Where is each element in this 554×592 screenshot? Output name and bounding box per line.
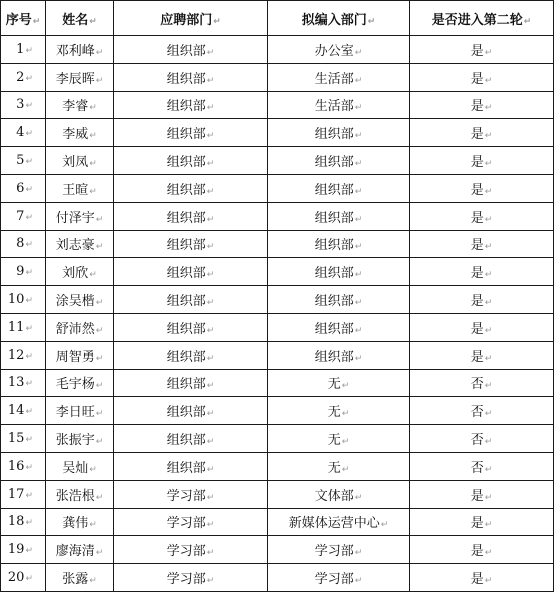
cell-index: 19↵	[1, 536, 46, 564]
cell-assigned-dept: 组织部↵	[268, 341, 410, 369]
table-row	[1, 230, 554, 258]
cell-index: 2↵	[1, 63, 46, 91]
table-row	[1, 63, 554, 91]
header-row	[1, 1, 554, 36]
cell-applied-dept: 学习部↵	[114, 508, 268, 536]
cell-assigned-dept: 生活部↵	[268, 63, 410, 91]
table-row	[1, 508, 554, 536]
cell-second-round: 否↵	[410, 369, 554, 397]
cell-applied-dept: 组织部↵	[114, 341, 268, 369]
cell-name: 李日旺↵	[46, 397, 114, 425]
cell-applied-dept: 组织部↵	[114, 397, 268, 425]
cell-assigned-dept: 组织部↵	[268, 202, 410, 230]
table-row	[1, 119, 554, 147]
cell-assigned-dept: 组织部↵	[268, 313, 410, 341]
cell-name: 张浩根↵	[46, 480, 114, 508]
cell-index: 1↵	[1, 36, 46, 64]
cell-index: 6↵	[1, 174, 46, 202]
cell-index: 14↵	[1, 397, 46, 425]
cell-name: 刘志豪↵	[46, 230, 114, 258]
cell-index: 7↵	[1, 202, 46, 230]
cell-assigned-dept: 新媒体运营中心↵	[268, 508, 410, 536]
cell-applied-dept: 组织部↵	[114, 174, 268, 202]
table-body	[1, 36, 554, 592]
cell-assigned-dept: 办公室↵	[268, 36, 410, 64]
cell-name: 邓利峰↵	[46, 36, 114, 64]
cell-applied-dept: 组织部↵	[114, 286, 268, 314]
cell-name: 龚伟↵	[46, 508, 114, 536]
cell-second-round: 是↵	[410, 147, 554, 175]
cell-second-round: 是↵	[410, 313, 554, 341]
cell-name: 刘欣↵	[46, 258, 114, 286]
cell-name: 张振宇↵	[46, 425, 114, 453]
cell-assigned-dept: 生活部↵	[268, 91, 410, 119]
cell-index: 12↵	[1, 341, 46, 369]
header-cell-index: 序号↵	[1, 1, 46, 36]
table-row	[1, 425, 554, 453]
cell-assigned-dept: 无↵	[268, 452, 410, 480]
cell-name: 李睿↵	[46, 91, 114, 119]
cell-applied-dept: 组织部↵	[114, 202, 268, 230]
cell-applied-dept: 学习部↵	[114, 536, 268, 564]
cell-applied-dept: 组织部↵	[114, 147, 268, 175]
cell-applied-dept: 组织部↵	[114, 230, 268, 258]
cell-applied-dept: 组织部↵	[114, 425, 268, 453]
cell-second-round: 是↵	[410, 341, 554, 369]
cell-second-round: 是↵	[410, 36, 554, 64]
cell-second-round: 是↵	[410, 508, 554, 536]
cell-index: 18↵	[1, 508, 46, 536]
table-row	[1, 397, 554, 425]
table-row	[1, 452, 554, 480]
cell-name: 廖海清↵	[46, 536, 114, 564]
cell-applied-dept: 学习部↵	[114, 480, 268, 508]
table-row	[1, 202, 554, 230]
cell-name: 张露↵	[46, 564, 114, 592]
cell-applied-dept: 组织部↵	[114, 91, 268, 119]
cell-index: 10↵	[1, 286, 46, 314]
cell-index: 3↵	[1, 91, 46, 119]
cell-index: 16↵	[1, 452, 46, 480]
cell-assigned-dept: 无↵	[268, 425, 410, 453]
cell-second-round: 是↵	[410, 119, 554, 147]
cell-name: 毛宇杨↵	[46, 369, 114, 397]
cell-second-round: 否↵	[410, 425, 554, 453]
cell-second-round: 是↵	[410, 174, 554, 202]
cell-index: 13↵	[1, 369, 46, 397]
cell-name: 李威↵	[46, 119, 114, 147]
cell-name: 王暄↵	[46, 174, 114, 202]
cell-index: 9↵	[1, 258, 46, 286]
cell-assigned-dept: 组织部↵	[268, 174, 410, 202]
header-cell-applied-dept: 应聘部门↵	[114, 1, 268, 36]
cell-second-round: 是↵	[410, 536, 554, 564]
cell-name: 吴灿↵	[46, 452, 114, 480]
table-row	[1, 36, 554, 64]
cell-second-round: 是↵	[410, 230, 554, 258]
cell-assigned-dept: 无↵	[268, 397, 410, 425]
cell-name: 李辰晖↵	[46, 63, 114, 91]
table-row	[1, 174, 554, 202]
header-cell-second-round: 是否进入第二轮↵	[410, 1, 554, 36]
table-row	[1, 480, 554, 508]
cell-index: 8↵	[1, 230, 46, 258]
cell-second-round: 是↵	[410, 480, 554, 508]
cell-assigned-dept: 组织部↵	[268, 258, 410, 286]
cell-index: 15↵	[1, 425, 46, 453]
cell-assigned-dept: 组织部↵	[268, 119, 410, 147]
cell-applied-dept: 组织部↵	[114, 452, 268, 480]
cell-assigned-dept: 学习部↵	[268, 564, 410, 592]
table-row	[1, 564, 554, 592]
cell-name: 付泽宇↵	[46, 202, 114, 230]
cell-applied-dept: 组织部↵	[114, 119, 268, 147]
table-row	[1, 91, 554, 119]
cell-second-round: 是↵	[410, 202, 554, 230]
cell-applied-dept: 组织部↵	[114, 369, 268, 397]
cell-applied-dept: 组织部↵	[114, 63, 268, 91]
cell-second-round: 是↵	[410, 286, 554, 314]
header-cell-assigned-dept: 拟编入部门↵	[268, 1, 410, 36]
cell-second-round: 是↵	[410, 564, 554, 592]
cell-name: 刘凤↵	[46, 147, 114, 175]
cell-index: 11↵	[1, 313, 46, 341]
cell-second-round: 否↵	[410, 452, 554, 480]
table-row	[1, 258, 554, 286]
cell-assigned-dept: 无↵	[268, 369, 410, 397]
cell-name: 周智勇↵	[46, 341, 114, 369]
cell-assigned-dept: 组织部↵	[268, 230, 410, 258]
table-row	[1, 286, 554, 314]
header-cell-name: 姓名↵	[46, 1, 114, 36]
cell-assigned-dept: 组织部↵	[268, 286, 410, 314]
cell-name: 涂吴楷↵	[46, 286, 114, 314]
table-row	[1, 313, 554, 341]
cell-second-round: 是↵	[410, 91, 554, 119]
cell-applied-dept: 组织部↵	[114, 313, 268, 341]
table-row	[1, 341, 554, 369]
cell-assigned-dept: 文体部↵	[268, 480, 410, 508]
cell-second-round: 是↵	[410, 63, 554, 91]
cell-index: 17↵	[1, 480, 46, 508]
cell-applied-dept: 组织部↵	[114, 258, 268, 286]
cell-index: 5↵	[1, 147, 46, 175]
cell-second-round: 否↵	[410, 397, 554, 425]
cell-applied-dept: 学习部↵	[114, 564, 268, 592]
cell-index: 20↵	[1, 564, 46, 592]
cell-second-round: 是↵	[410, 258, 554, 286]
cell-index: 4↵	[1, 119, 46, 147]
table-row	[1, 369, 554, 397]
cell-applied-dept: 组织部↵	[114, 36, 268, 64]
cell-name: 舒沛然↵	[46, 313, 114, 341]
table-row	[1, 536, 554, 564]
cell-assigned-dept: 学习部↵	[268, 536, 410, 564]
table-row	[1, 147, 554, 175]
cell-assigned-dept: 组织部↵	[268, 147, 410, 175]
